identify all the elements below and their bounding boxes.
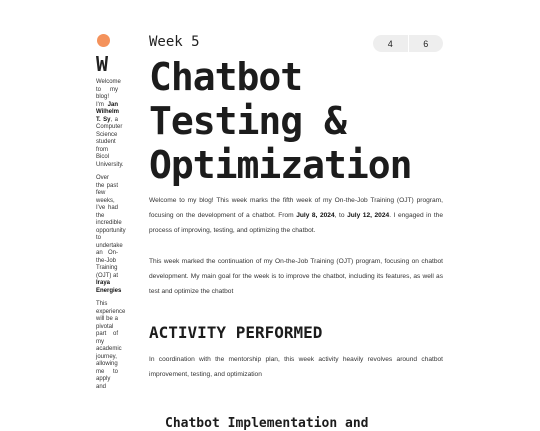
sidebar (96, 32, 126, 405)
text-segment: Over the past few weeks, I've had the incredible opportunity to undertake an On-the-Job Training (OJT) at (96, 175, 126, 279)
text-segment: , a Computer Science student from Bicol University. (96, 116, 124, 168)
bold-text: July 8, 2024 (296, 212, 335, 219)
text-segment: . I engaged in the process of improving, testing, and optimizing the chatbot. (149, 212, 443, 234)
activity-heading: ACTIVITY PERFORMED (149, 323, 323, 342)
sidebar-bio-paragraph (96, 301, 126, 391)
intro-paragraph (149, 193, 443, 238)
bold-text: Jan Wilhelm T. Sy (96, 101, 119, 123)
week-pager (373, 35, 443, 52)
week-label: Week 5 (149, 34, 200, 50)
text-segment: , to (334, 212, 348, 219)
bold-text: Iraya Energies (96, 280, 122, 294)
summary-paragraph: This week marked the continuation of my On-the-Job Training (OJT) program, focusing on chatbot development. My main goal for the week is to improve the chatbot, including its features, as well as test and optimize the chatbot (149, 258, 443, 295)
avatar-dot-icon (97, 34, 110, 47)
subsection-heading: Chatbot Implementation and (165, 416, 369, 431)
sidebar-bio-paragraph (96, 175, 126, 295)
text-segment: Welcome to my blog! This week marks the fifth week of my On-the-Job Training (OJT) program, focusing on the development of a chatbot. From (149, 197, 443, 219)
text-segment: Welcome to my blog! I'm (96, 79, 121, 108)
text-segment: This experience will be a pivotal part of my academic journey, allowing me to apply and (96, 301, 126, 390)
sidebar-bio-paragraph (96, 79, 124, 169)
sidebar-bio (96, 79, 126, 397)
activity-paragraph: In coordination with the mentorship plan, this week activity heavily revolves around chatbot improvement, testing, and optimization (149, 356, 443, 378)
prev-week-button[interactable]: 4 (387, 38, 393, 49)
page-title: Chatbot Testing & Optimization (149, 55, 412, 187)
article-body (149, 193, 443, 431)
next-week-button[interactable]: 6 (423, 38, 429, 49)
bold-text: July 12, 2024 (347, 212, 390, 219)
sidebar-initial: W (96, 52, 109, 76)
